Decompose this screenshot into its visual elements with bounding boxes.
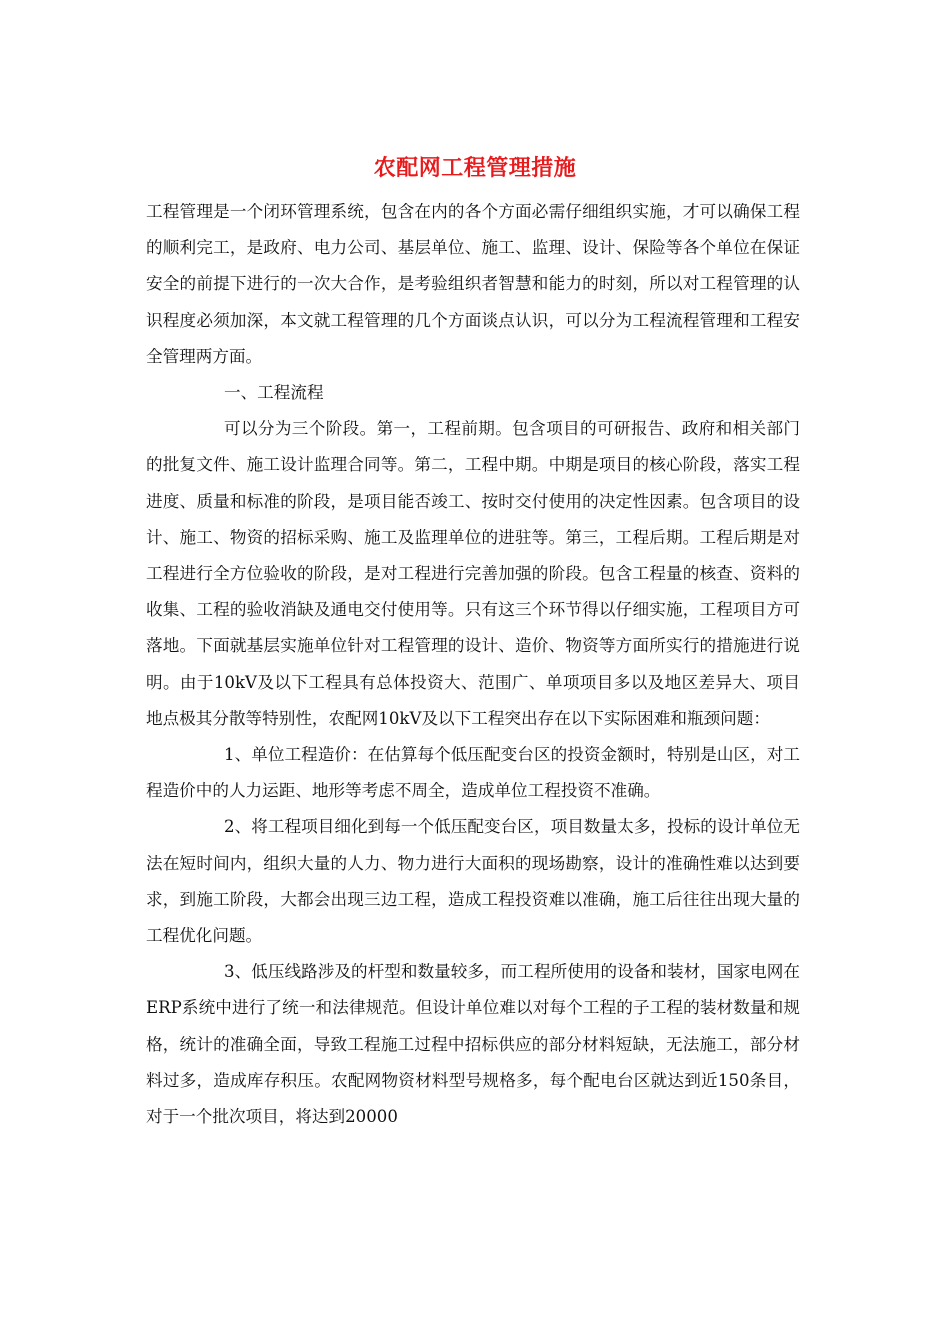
document-title: 农配网工程管理措施 [373,155,577,181]
paragraph-item-2: 2、将工程项目细化到每一个低压配变台区，项目数量太多，投标的设计单位无法在短时间内，组织大量的人力、物力进行大面积的现场勘察，设计的准确性难以达到要求，到施工阶段，大都会出现三边工程，造成工程投资难以准确，施工后往往出现大量的工程优化问题。 [146,817,800,946]
paragraph-stages: 可以分为三个阶段。第一，工程前期。包含项目的可研报告、政府和相关部门的批复文件、施工设计监理合同等。第二，工程中期。中期是项目的核心阶段，落实工程进度、质量和标准的阶段，是项目能否竣工、按时交付使用的决定性因素。包含项目的设计、施工、物资的招标采购、施工及监理单位的进驻等。第三，工程后期。工程后期是对工程进行全方位验收的阶段，是对工程进行完善加强的阶段。包含工程量的核查、资料的收集、工程的验收消缺及通电交付使用等。只有这三个环节得以仔细实施，工程项目方可落地。下面就基层实施单位针对工程管理的设计、造价、物资等方面所实行的措施进行说明。由于10kV及以下工程具有总体投资大、范围广、单项项目多以及地区差异大、项目地点极其分散等特别性，农配网10kV及以下工程突出存在以下实际困难和瓶颈问题： [146,419,800,728]
document-body [146,194,800,1135]
paragraph-intro: 工程管理是一个闭环管理系统，包含在内的各个方面必需仔细组织实施，才可以确保工程的顺利完工，是政府、电力公司、基层单位、施工、监理、设计、保险等各个单位在保证安全的前提下进行的一次大合作，是考验组织者智慧和能力的时刻，所以对工程管理的认识程度必须加深，本文就工程管理的几个方面谈点认识，可以分为工程流程管理和工程安全管理两方面。 [146,202,800,366]
section-heading-process: 一、工程流程 [224,383,324,403]
paragraph-item-1: 1、单位工程造价：在估算每个低压配变台区的投资金额时，特别是山区，对工程造价中的人力运距、地形等考虑不周全，造成单位工程投资不准确。 [146,745,800,801]
paragraph-item-3: 3、低压线路涉及的杆型和数量较多，而工程所使用的设备和装材，国家电网在ERP系统中进行了统一和法律规范。但设计单位难以对每个工程的子工程的装材数量和规格，统计的准确全面，导致工程施工过程中招标供应的部分材料短缺，无法施工，部分材料过多，造成库存积压。农配网物资材料型号规格多，每个配电台区就达到近150条目，对于一个批次项目，将达到20000 [146,962,800,1127]
